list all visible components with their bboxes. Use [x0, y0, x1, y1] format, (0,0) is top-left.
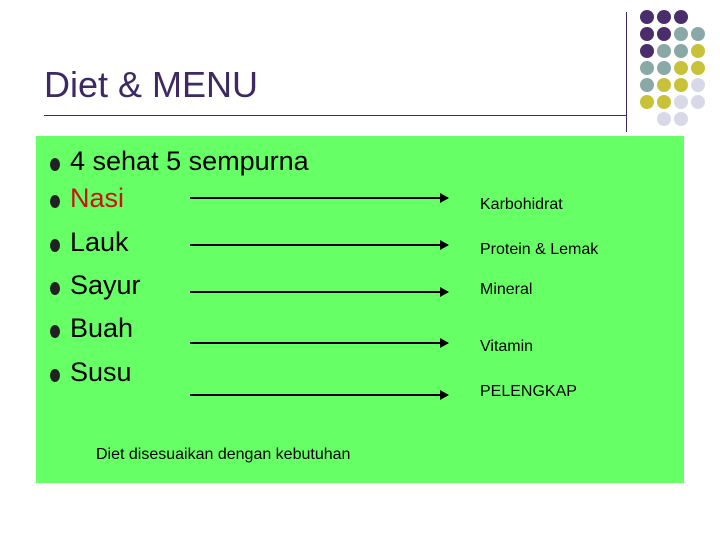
list-item-label: Sayur — [70, 270, 141, 300]
decor-dot — [674, 112, 688, 126]
decor-dot — [640, 10, 654, 24]
decor-dot — [640, 78, 654, 92]
list-item-label: 4 sehat 5 sempurna — [70, 146, 309, 176]
arrow-right-icon — [190, 291, 448, 293]
decor-dot — [691, 27, 705, 41]
nutrient-label: Protein & Lemak — [480, 241, 599, 258]
list-item-label: Susu — [70, 357, 132, 387]
decor-dot — [657, 27, 671, 41]
decor-dot — [657, 95, 671, 109]
nutrient-label: Vitamin — [480, 338, 534, 355]
arrow-right-icon — [190, 342, 448, 344]
decor-dot — [674, 95, 688, 109]
arrow-right-icon — [190, 394, 448, 396]
decor-dot — [640, 95, 654, 109]
decor-dot — [691, 61, 705, 75]
decor-dot — [674, 78, 688, 92]
decor-dot — [674, 27, 688, 41]
decor-dot — [674, 44, 688, 58]
bullet-icon — [50, 282, 60, 295]
bullet-icon — [50, 158, 60, 171]
decor-dot — [691, 95, 705, 109]
decor-dot — [674, 10, 688, 24]
list-item-label: Buah — [70, 313, 134, 343]
decor-dot — [657, 10, 671, 24]
list-item-label: Lauk — [70, 227, 129, 257]
decor-dot — [674, 61, 688, 75]
decor-dot — [691, 78, 705, 92]
decor-dot — [657, 44, 671, 58]
footnote: Diet disesuaikan dengan kebutuhan — [96, 446, 351, 463]
slide-title: Diet & MENU — [44, 64, 259, 105]
title-underline — [44, 115, 626, 116]
decor-dot — [657, 78, 671, 92]
decor-dot — [657, 61, 671, 75]
decor-vertical-line — [626, 12, 627, 132]
nutrient-label: Mineral — [480, 281, 533, 298]
bullet-icon — [50, 369, 60, 382]
content-panel — [36, 136, 684, 483]
decor-dot — [640, 27, 654, 41]
bullet-icon — [50, 325, 60, 338]
bullet-icon — [50, 239, 60, 252]
arrow-right-icon — [190, 197, 448, 199]
decor-dot — [657, 112, 671, 126]
list-item-label: Nasi — [70, 183, 125, 213]
arrow-right-icon — [190, 244, 448, 246]
decor-dot — [640, 61, 654, 75]
nutrient-label: PELENGKAP — [480, 383, 577, 400]
bullet-icon — [50, 195, 60, 208]
decor-dot — [640, 44, 654, 58]
decor-dot — [691, 44, 705, 58]
nutrient-label: Karbohidrat — [480, 196, 563, 213]
